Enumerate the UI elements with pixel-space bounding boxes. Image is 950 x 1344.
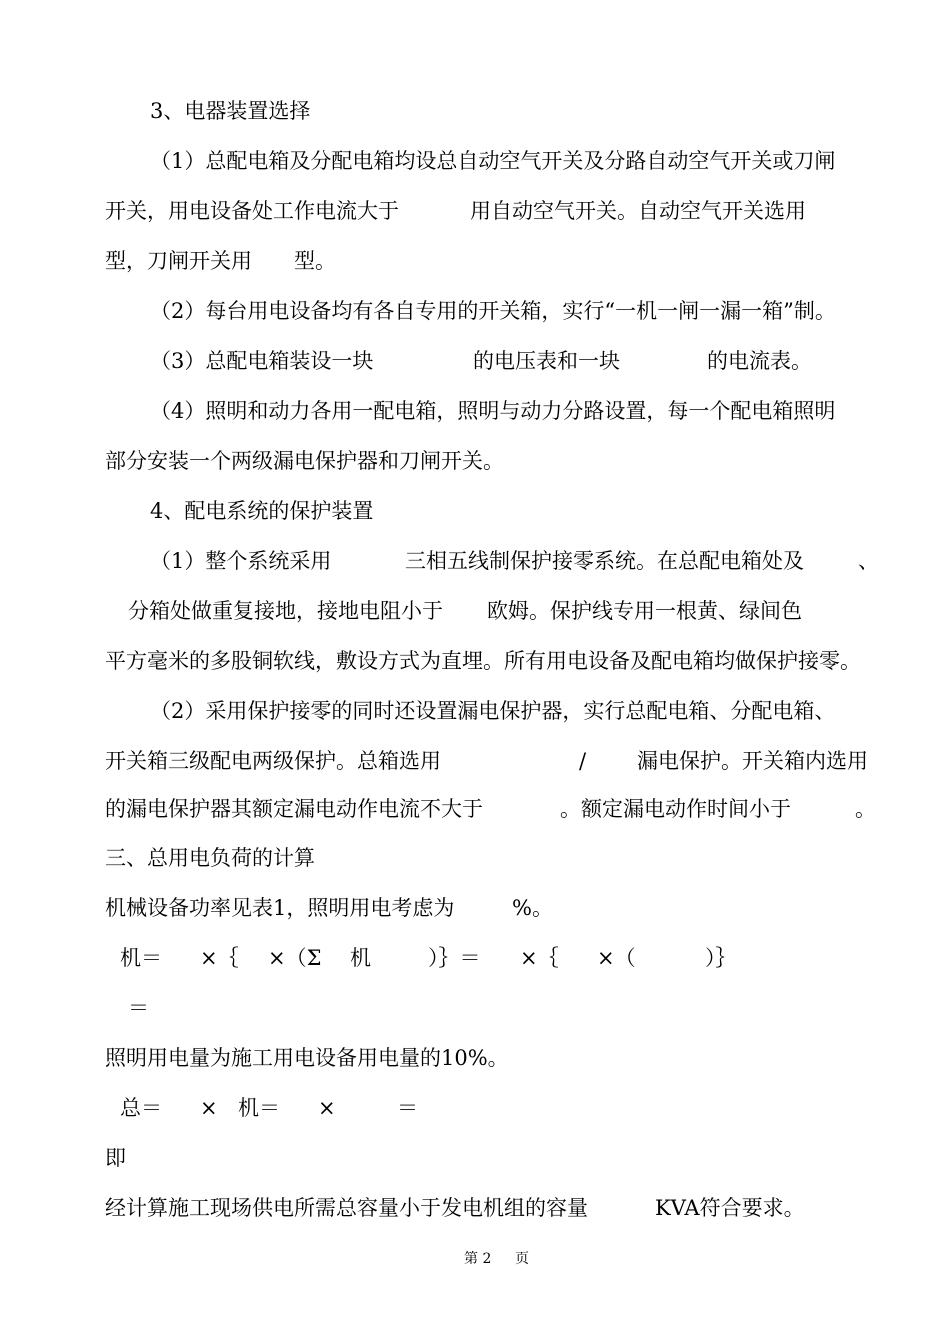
text: 4、配电系统的保护装置	[150, 499, 374, 523]
formula-line	[597, 943, 636, 973]
text: ×	[200, 1096, 218, 1120]
paragraph-line	[470, 196, 806, 226]
text: 经计算施工现场供电所需总容量小于发电机组的容量	[105, 1196, 588, 1220]
text: 用自动空气开关。自动空气开关选用	[470, 199, 806, 223]
text: （2）采用保护接零的同时还设置漏电保护器，实行总配电箱、分配电箱、	[150, 699, 836, 723]
text: 开关，用电设备处工作电流大于	[105, 199, 399, 223]
text: ×	[318, 1096, 336, 1120]
formula-line	[128, 993, 149, 1023]
paragraph-line	[637, 746, 868, 776]
paragraph-line	[512, 893, 553, 923]
paragraph-line	[105, 1143, 126, 1173]
paragraph-line	[105, 196, 399, 226]
text: 。	[855, 797, 876, 821]
paragraph-line	[858, 546, 879, 576]
paragraph-line	[707, 346, 812, 376]
text: 三相五线制保护接零系统。在总配电箱处及	[405, 549, 804, 573]
text: 分箱处做重复接地，接地电阻小于	[128, 599, 443, 623]
text: 、	[858, 549, 879, 573]
formula-line	[520, 943, 559, 973]
text: 欧姆。保护线专用一根黄、绿间色	[487, 599, 802, 623]
text: ）｝	[705, 946, 737, 970]
text: /	[579, 749, 587, 773]
paragraph-line	[150, 546, 331, 576]
text: （3）总配电箱装设一块	[150, 349, 374, 373]
text: 平方毫米的多股铜软线，敷设方式为直埋。所有用电设备及配电箱均做保护接零。	[105, 649, 861, 673]
paragraph-line	[855, 794, 876, 824]
text: 三、总用电负荷的计算	[105, 846, 315, 870]
paragraph-line	[105, 746, 441, 776]
text: 的电压表和一块	[473, 349, 620, 373]
page-number-suffix: 页	[515, 1251, 529, 1267]
formula-line	[268, 943, 321, 973]
text: 即	[105, 1146, 126, 1170]
text: 总＝	[120, 1096, 162, 1120]
text: 机＝	[120, 946, 162, 970]
formula-line	[120, 943, 162, 973]
paragraph-line	[487, 596, 802, 626]
paragraph-line	[105, 893, 454, 923]
text: 照明用电量为施工用电设备用电量的10%。	[105, 1046, 509, 1070]
text: KVA符合要求。	[655, 1196, 805, 1220]
text: ×（	[597, 946, 636, 970]
text: 型。	[294, 249, 336, 273]
paragraph-line	[105, 446, 504, 476]
text: 机	[350, 946, 371, 970]
text: ×｛	[200, 946, 239, 970]
paragraph-line	[560, 794, 791, 824]
text: （1）整个系统采用	[150, 549, 332, 573]
paragraph-line	[655, 1193, 805, 1223]
formula-line	[428, 943, 481, 973]
paragraph-line	[105, 1193, 588, 1223]
text: 。额定漏电动作时间小于	[560, 797, 791, 821]
text: 漏电保护。开关箱内选用	[637, 749, 868, 773]
page-number	[464, 1250, 491, 1268]
text: %。	[512, 896, 553, 920]
formula-line	[238, 1093, 280, 1123]
text: （2）每台用电设备均有各自专用的开关箱，实行“一机一闸一漏一箱”制。	[150, 299, 836, 323]
formula-line	[200, 943, 239, 973]
page-number-suffix-wrap	[515, 1250, 529, 1268]
text: 部分安装一个两级漏电保护器和刀闸开关。	[105, 449, 504, 473]
text: 的漏电保护器其额定漏电动作电流不大于	[105, 797, 483, 821]
paragraph-line	[150, 146, 835, 176]
paragraph-line	[105, 794, 483, 824]
paragraph-line	[473, 346, 620, 376]
paragraph-line	[405, 546, 804, 576]
paragraph-line	[579, 746, 586, 776]
text: ×（Σ	[268, 946, 322, 970]
text: 开关箱三级配电两级保护。总箱选用	[105, 749, 441, 773]
text: 3、电器装置选择	[150, 99, 311, 123]
section-heading-san	[105, 843, 315, 873]
formula-line	[397, 1093, 418, 1123]
text: （1）总配电箱及分配电箱均设总自动空气开关及分路自动空气开关或刀闸	[150, 149, 836, 173]
formula-line	[318, 1093, 336, 1123]
formula-line	[120, 1093, 162, 1123]
text: 机＝	[238, 1096, 280, 1120]
paragraph-line	[128, 596, 443, 626]
paragraph-line	[150, 696, 835, 726]
section-heading-3	[150, 96, 310, 126]
paragraph-line	[150, 296, 836, 326]
formula-line	[350, 943, 371, 973]
formula-line	[200, 1093, 218, 1123]
page-number-prefix: 第 2	[464, 1251, 492, 1267]
section-heading-4	[150, 496, 373, 526]
paragraph-line	[150, 396, 835, 426]
text: 的电流表。	[707, 349, 812, 373]
paragraph-line	[105, 246, 252, 276]
text: ）｝＝	[428, 946, 481, 970]
paragraph-line	[105, 1043, 509, 1073]
formula-line	[705, 943, 737, 973]
text: 机械设备功率见表1，照明用电考虑为	[105, 896, 455, 920]
text: （4）照明和动力各用一配电箱，照明与动力分路设置，每一个配电箱照明	[150, 399, 836, 423]
text: 型，刀闸开关用	[105, 249, 252, 273]
text: ×｛	[520, 946, 559, 970]
text: ＝	[397, 1096, 418, 1120]
text: ＝	[128, 996, 149, 1020]
paragraph-line	[105, 646, 861, 676]
paragraph-line	[294, 246, 336, 276]
paragraph-line	[150, 346, 373, 376]
